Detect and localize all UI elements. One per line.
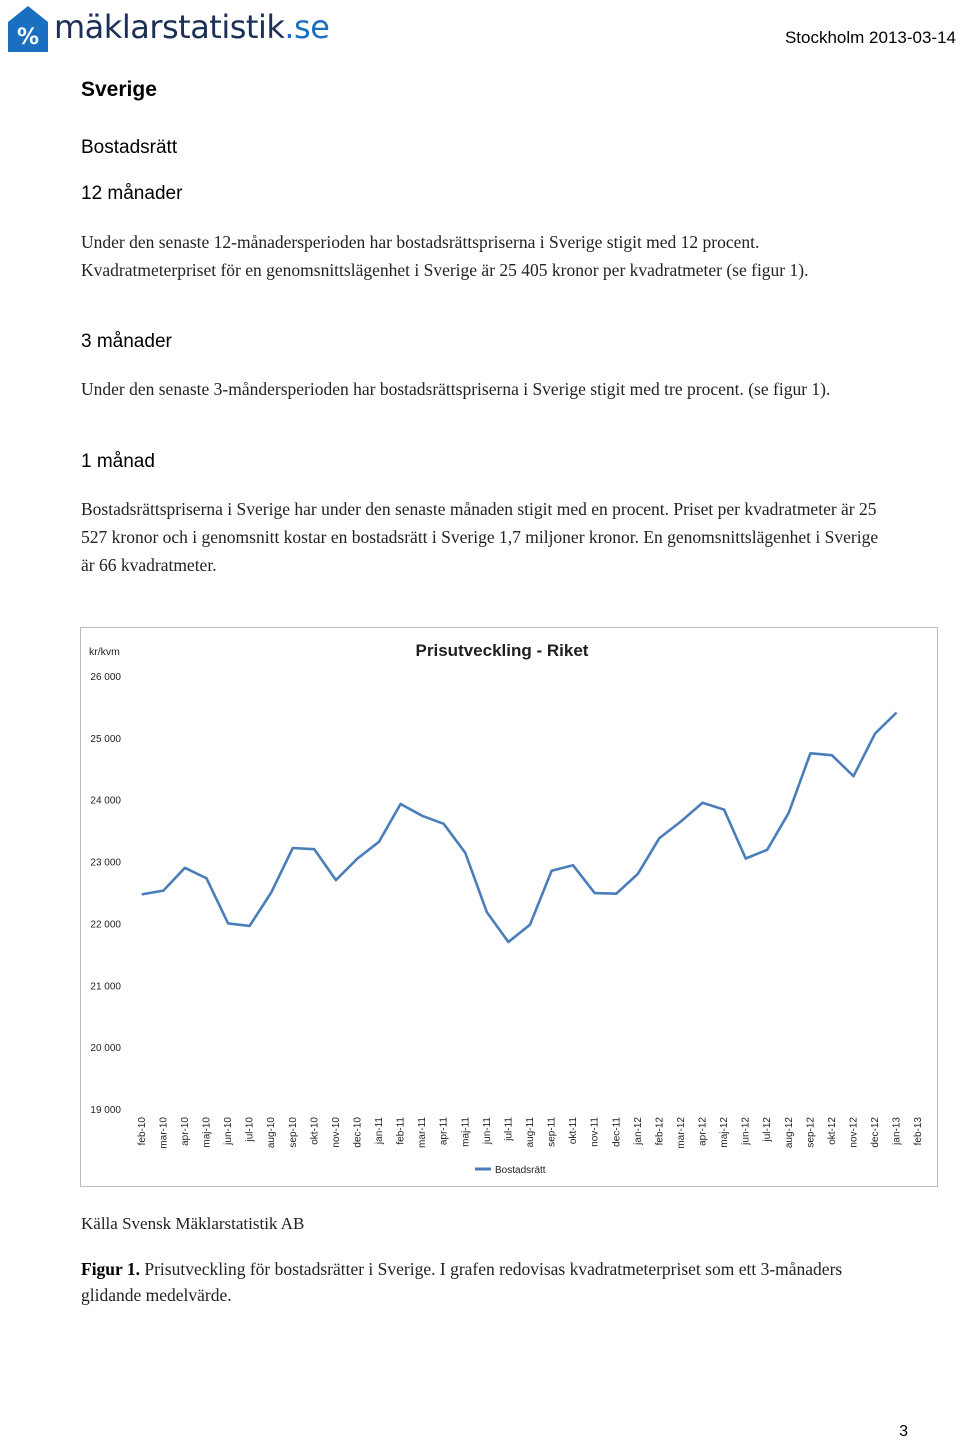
y-tick-label: 26 000: [90, 672, 121, 683]
site-logo: [6, 4, 330, 56]
x-tick-label: jun-12: [740, 1117, 752, 1145]
x-tick-label: maj-10: [201, 1117, 213, 1148]
x-tick-label: aug-11: [525, 1117, 536, 1148]
page-number: 3: [899, 1423, 908, 1440]
x-tick-label: jul-12: [762, 1117, 774, 1142]
x-tick-label: jan-13: [891, 1117, 903, 1145]
logo-name: mäklarstatistik: [54, 8, 285, 46]
chart-title: Prisutveckling - Riket: [415, 641, 589, 660]
x-tick-label: okt-12: [826, 1117, 838, 1145]
logo-symbol: %: [16, 25, 40, 50]
x-tick-label: dec-11: [611, 1117, 623, 1147]
header-date: Stockholm 2013-03-14: [784, 28, 956, 47]
chart-source: Källa Svensk Mäklarstatistik AB: [81, 1214, 305, 1233]
chart-legend: [475, 1165, 546, 1176]
section-heading-12m: 12 månader: [81, 183, 183, 204]
region-title: Sverige: [81, 78, 157, 101]
x-tick-label: jun-11: [481, 1117, 493, 1145]
y-tick-label: 25 000: [90, 733, 121, 745]
section-heading-3m: 3 månader: [81, 331, 172, 352]
y-tick-label: 19 000: [90, 1105, 121, 1116]
chart-svg: [81, 628, 937, 1186]
x-tick-label: dec-10: [352, 1117, 364, 1148]
x-tick-label: dec-12: [870, 1117, 882, 1148]
section-paragraph-3m: Under den senaste 3-måndersperioden har bostadsrättspriserna i Sverige stigit med tre procent. (se figur 1).: [81, 379, 831, 399]
x-tick-label: mar-10: [158, 1117, 170, 1149]
y-tick-label: 20 000: [90, 1043, 121, 1055]
x-tick-label: feb-12: [654, 1117, 666, 1146]
x-tick-label: jan-12: [632, 1117, 644, 1145]
x-tick-label: mar-11: [417, 1117, 429, 1148]
x-tick-label: mar-12: [675, 1117, 687, 1149]
section-heading-1m: 1 månad: [81, 451, 155, 472]
section-paragraph-12m: Under den senaste 12-månadersperioden har bostadsrättspriserna i Sverige stigit med 12 procent. Kvadratmeterpriset för en genomsnittslägenhet i Sverige är 25 405 kronor per kvadratmeter (se figur 1).: [81, 232, 809, 280]
x-tick-label: jul-10: [244, 1117, 256, 1142]
x-tick-label: apr-12: [697, 1117, 709, 1146]
x-tick-label: apr-10: [179, 1117, 191, 1146]
x-tick-label: jan-11: [374, 1117, 386, 1145]
x-tick-label: feb-11: [395, 1117, 407, 1145]
series-line-bostadsratt: [142, 713, 897, 943]
legend-label: Bostadsrätt: [495, 1165, 546, 1176]
price-chart: [80, 627, 938, 1187]
x-tick-label: feb-13: [913, 1117, 925, 1146]
x-tick-label: maj-11: [460, 1117, 472, 1147]
y-axis-ticks: [90, 672, 121, 1116]
y-axis-label: kr/kvm: [89, 646, 120, 658]
x-tick-label: jul-11: [503, 1117, 515, 1141]
x-axis-ticks: [137, 1117, 924, 1149]
x-tick-label: okt-10: [309, 1117, 321, 1145]
x-tick-label: feb-10: [136, 1117, 148, 1146]
logo-tld: .se: [284, 8, 330, 46]
x-tick-label: okt-11: [568, 1117, 580, 1145]
x-tick-label: jun-10: [223, 1117, 235, 1145]
x-tick-label: sep-11: [546, 1117, 558, 1147]
figure-caption: [81, 1256, 901, 1308]
house-percent-icon: [6, 4, 50, 54]
section-paragraph-1m: Bostadsrättspriserna i Sverige har under den senaste månaden stigit med en procent. Priset per kvadratmeter är 25 527 kronor och i genomsnitt kostar en bostadsrätt i Sverige 1,7 miljoner kronor. En genomsnittslägenhet i Sverige är 66 kvadratmeter.: [81, 499, 879, 575]
x-tick-label: sep-12: [805, 1117, 817, 1148]
x-tick-label: aug-12: [783, 1117, 795, 1149]
x-tick-label: sep-10: [287, 1117, 299, 1148]
logo-wordmark: [54, 8, 329, 46]
series-layer: [142, 712, 897, 942]
x-tick-label: nov-11: [589, 1117, 601, 1147]
y-tick-label: 21 000: [90, 981, 121, 993]
x-tick-label: nov-10: [330, 1117, 342, 1148]
x-tick-label: nov-12: [848, 1117, 860, 1148]
x-tick-label: maj-12: [719, 1117, 731, 1148]
housing-type-heading: Bostadsrätt: [81, 137, 178, 158]
x-tick-label: apr-11: [438, 1117, 450, 1146]
y-tick-label: 22 000: [90, 919, 121, 931]
caption-label: Figur 1.: [81, 1259, 140, 1279]
caption-text: Prisutveckling för bostadsrätter i Sverige. I grafen redovisas kvadratmeterpriset som ett 3-månaders glidande medelvärde.: [81, 1259, 843, 1305]
y-tick-label: 24 000: [90, 795, 121, 807]
x-tick-label: aug-10: [266, 1117, 278, 1149]
y-tick-label: 23 000: [90, 857, 121, 869]
